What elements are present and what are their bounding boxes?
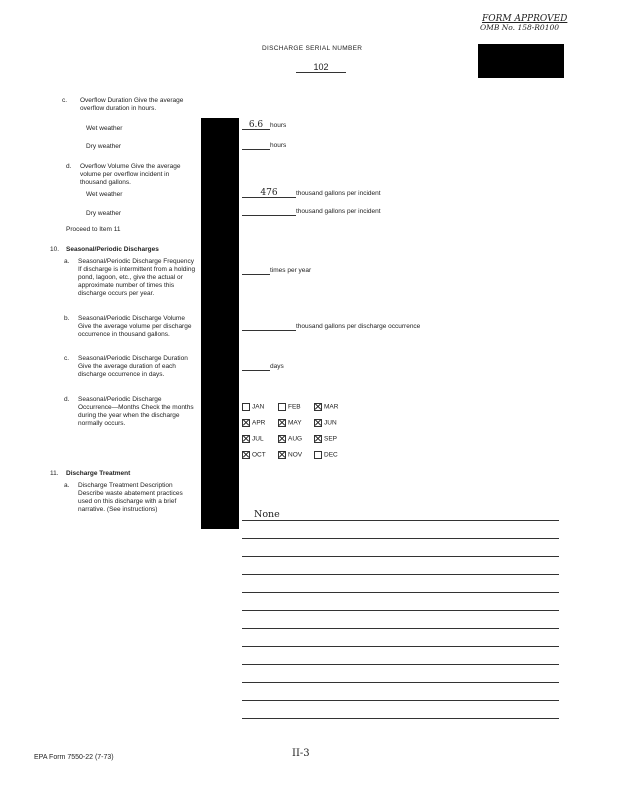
- item-c-wet-field[interactable]: [242, 121, 286, 130]
- item-10c-label: c.: [64, 355, 70, 362]
- checkbox-oct[interactable]: [242, 451, 250, 459]
- item-c-dry-unit: hours: [270, 142, 287, 149]
- item-c-label: c.: [62, 97, 68, 104]
- month-label: DEC: [324, 451, 338, 459]
- month-label: APR: [252, 419, 266, 427]
- item-10c-unit: days: [270, 363, 284, 370]
- item-10c-text: Seasonal/Periodic Discharge Duration Give the average duration of each discharge occurrence in days.: [78, 355, 188, 378]
- item-10b-label: b.: [64, 315, 70, 322]
- form-approved-label: FORM APPROVED: [482, 14, 568, 24]
- item-10a-text: Seasonal/Periodic Discharge Frequency If discharge is intermittent from a holding pond, lagoon, etc., give the actual or approximate number of times this discharge occurs per year.: [78, 258, 196, 297]
- checkbox-jul[interactable]: [242, 435, 250, 443]
- narrative-line[interactable]: [242, 574, 559, 575]
- redaction-bar: [201, 118, 239, 529]
- item-10d-text: Seasonal/Periodic Discharge Occurrence—Months Check the months during the year when the discharge normally occurs.: [78, 396, 194, 427]
- narrative-line[interactable]: [242, 682, 559, 683]
- item-11a-text: Discharge Treatment Description Describe waste abatement practices used on this discharge with a brief narrative. (See instructions): [78, 482, 183, 513]
- item-c-wet-value: 6.6: [242, 121, 270, 130]
- month-feb[interactable]: [278, 403, 301, 412]
- omb-number: OMB No. 158-R0100: [480, 23, 560, 32]
- checkbox-mar[interactable]: [314, 403, 322, 411]
- item-d-wet-value: 476: [242, 189, 296, 198]
- month-sep[interactable]: [314, 435, 337, 444]
- narrative-line[interactable]: [242, 646, 559, 647]
- item-10b-text: Seasonal/Periodic Discharge Volume Give the average volume per discharge occurrence in thousand gallons.: [78, 315, 192, 338]
- form-number: EPA Form 7550-22 (7-73): [34, 754, 114, 761]
- month-dec[interactable]: [314, 451, 338, 460]
- month-mar[interactable]: [314, 403, 338, 412]
- month-label: JUN: [324, 419, 337, 427]
- month-jul[interactable]: [242, 435, 264, 444]
- month-label: OCT: [252, 451, 266, 459]
- item-d-wet-unit: thousand gallons per incident: [296, 190, 381, 197]
- checkbox-nov[interactable]: [278, 451, 286, 459]
- item-11-label: 11.: [50, 470, 59, 477]
- narrative-line[interactable]: [242, 664, 559, 665]
- serial-number-label: DISCHARGE SERIAL NUMBER: [262, 45, 363, 52]
- item-d-wet-field[interactable]: [242, 189, 381, 198]
- month-label: JAN: [252, 403, 265, 411]
- month-jun[interactable]: [314, 419, 337, 428]
- narrative-value: None: [254, 509, 280, 520]
- month-label: MAR: [324, 403, 339, 411]
- narrative-line[interactable]: [242, 592, 559, 593]
- item-d-dry-unit: thousand gallons per incident: [296, 208, 381, 215]
- month-nov[interactable]: [278, 451, 302, 460]
- item-11-title: Discharge Treatment: [66, 470, 131, 477]
- item-c-wet-unit: hours: [270, 122, 287, 129]
- month-aug[interactable]: [278, 435, 302, 444]
- checkbox-may[interactable]: [278, 419, 286, 427]
- month-apr[interactable]: [242, 419, 265, 428]
- month-label: MAY: [288, 419, 302, 427]
- narrative-line[interactable]: [242, 520, 559, 521]
- item-d-label: d.: [66, 163, 72, 170]
- month-label: JUL: [252, 435, 264, 443]
- item-d-wet-label: Wet weather: [86, 191, 123, 198]
- item-c-wet-label: Wet weather: [86, 125, 123, 132]
- item-10b-field[interactable]: [242, 323, 420, 331]
- month-label: AUG: [288, 435, 303, 443]
- checkbox-aug[interactable]: [278, 435, 286, 443]
- serial-number-value: 102: [313, 62, 329, 72]
- item-10c-field[interactable]: [242, 363, 284, 371]
- month-label: SEP: [324, 435, 338, 443]
- serial-number-field[interactable]: [296, 62, 346, 73]
- item-c-dry-label: Dry weather: [86, 143, 122, 150]
- narrative-line[interactable]: [242, 538, 559, 539]
- item-10a-field[interactable]: [242, 267, 311, 275]
- item-10a-label: a.: [64, 258, 70, 265]
- checkbox-feb[interactable]: [278, 403, 286, 411]
- checkbox-dec[interactable]: [314, 451, 322, 459]
- item-d-dry-field[interactable]: [242, 208, 381, 216]
- month-may[interactable]: [278, 419, 302, 428]
- page-number: II-3: [292, 748, 310, 759]
- narrative-line[interactable]: [242, 556, 559, 557]
- month-jan[interactable]: [242, 403, 264, 412]
- narrative-line[interactable]: [242, 628, 559, 629]
- month-label: NOV: [288, 451, 303, 459]
- month-label: FEB: [288, 403, 301, 411]
- item-c-text: Overflow Duration Give the average overflow duration in hours.: [80, 97, 184, 112]
- month-oct[interactable]: [242, 451, 266, 460]
- checkbox-sep[interactable]: [314, 435, 322, 443]
- item-10d-label: d.: [64, 396, 70, 403]
- item-c-dry-field[interactable]: [242, 142, 286, 150]
- checkbox-apr[interactable]: [242, 419, 250, 427]
- checkbox-jun[interactable]: [314, 419, 322, 427]
- item-10-title: Seasonal/Periodic Discharges: [66, 246, 159, 253]
- narrative-line[interactable]: [242, 718, 559, 719]
- redaction-block: [478, 44, 564, 78]
- item-d-dry-label: Dry weather: [86, 210, 122, 217]
- item-11a-label: a.: [64, 482, 70, 489]
- narrative-line[interactable]: [242, 700, 559, 701]
- narrative-line[interactable]: [242, 610, 559, 611]
- checkbox-jan[interactable]: [242, 403, 250, 411]
- item-10b-unit: thousand gallons per discharge occurrence: [296, 323, 421, 330]
- item-d-text: Overflow Volume Give the average volume per overflow incident in thousand gallons.: [80, 163, 181, 186]
- item-10-label: 10.: [50, 246, 60, 253]
- item-d-proceed: Proceed to Item 11: [66, 226, 121, 233]
- item-10a-unit: times per year: [270, 267, 312, 274]
